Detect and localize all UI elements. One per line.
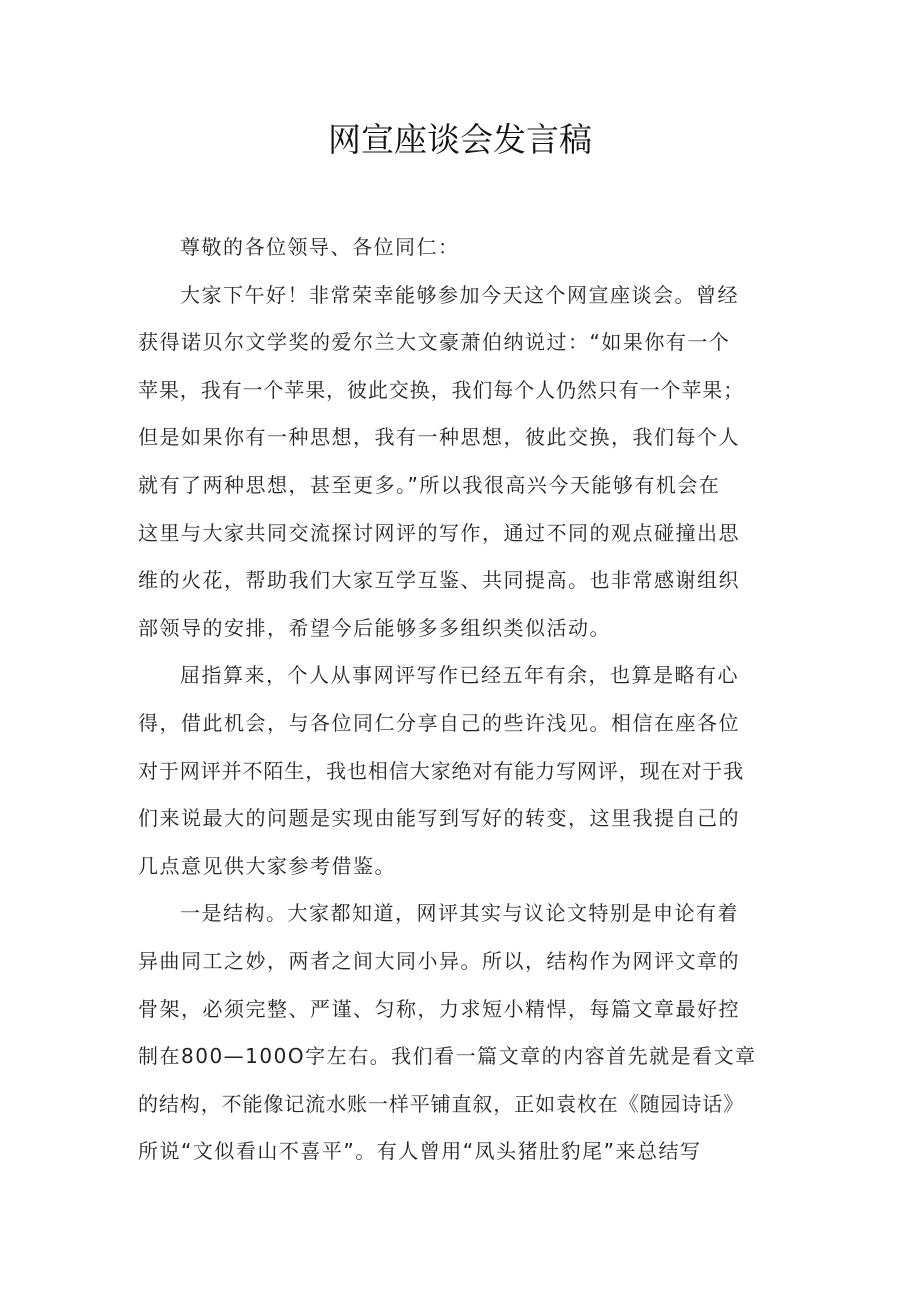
text-line: 这里与大家共同交流探讨网评的写作，通过不同的观点碰撞出思 (138, 520, 740, 545)
paragraph-experience (138, 652, 784, 890)
text-line: 大家下午好！非常荣幸能够参加今天这个网宣座谈会。曾经 (180, 282, 739, 307)
text-line: 苹果，我有一个苹果，彼此交换，我们每个人仍然只有一个苹果； (138, 377, 745, 402)
salutation-paragraph (138, 224, 784, 272)
document-title: 网宣座谈会发言稿 (328, 120, 592, 159)
text-line: 维的火花，帮助我们大家互学互鉴、共同提高。也非常感谢组织 (138, 568, 740, 593)
text-line: 对于网评并不陌生，我也相信大家绝对有能力写网评，现在对于我 (138, 758, 745, 783)
text-line: 异曲同工之妙，两者之间大同小异。所以，结构作为网评文章的 (138, 948, 740, 973)
text-line: 骨架，必须完整、严谨、匀称，力求短小精悍，每篇文章最好控 (138, 996, 740, 1021)
text-line: 部领导的安排，希望今后能够多多组织类似活动。 (138, 615, 611, 640)
text-line: 所说“文似看山不喜平”。有人曾用“凤头猪肚豹尾”来总结写 (138, 1139, 702, 1164)
document-body (138, 224, 784, 1176)
text-line: 得，借此机会，与各位同仁分享自己的些许浅见。相信在座各位 (138, 710, 740, 735)
paragraph-greeting (138, 272, 784, 653)
text-line: 制在800—100O字左右。我们看一篇文章的内容首先就是看文章 (138, 1044, 757, 1069)
text-line: 几点意见供大家参考借鉴。 (138, 853, 396, 878)
text-line: 就有了两种思想，甚至更多。”所以我很高兴今天能够有机会在 (138, 472, 721, 497)
text-line: 获得诺贝尔文学奖的爱尔兰大文豪萧伯纳说过：“如果你有一个 (138, 330, 731, 355)
text-line: 尊敬的各位领导、各位同仁： (180, 235, 460, 259)
text-line: 的结构，不能像记流水账一样平铺直叙，正如袁枚在《随园诗话》 (138, 1091, 745, 1116)
text-line: 但是如果你有一种思想，我有一种思想，彼此交换，我们每个人 (138, 425, 740, 450)
text-line: 们来说最大的问题是实现由能写到写好的转变，这里我提自己的 (138, 806, 740, 831)
text-line: 屈指算来，个人从事网评写作已经五年有余，也算是略有心 (180, 663, 739, 688)
paragraph-structure (138, 890, 784, 1176)
text-line: 一是结构。大家都知道，网评其实与议论文特别是申论有着 (180, 901, 739, 926)
